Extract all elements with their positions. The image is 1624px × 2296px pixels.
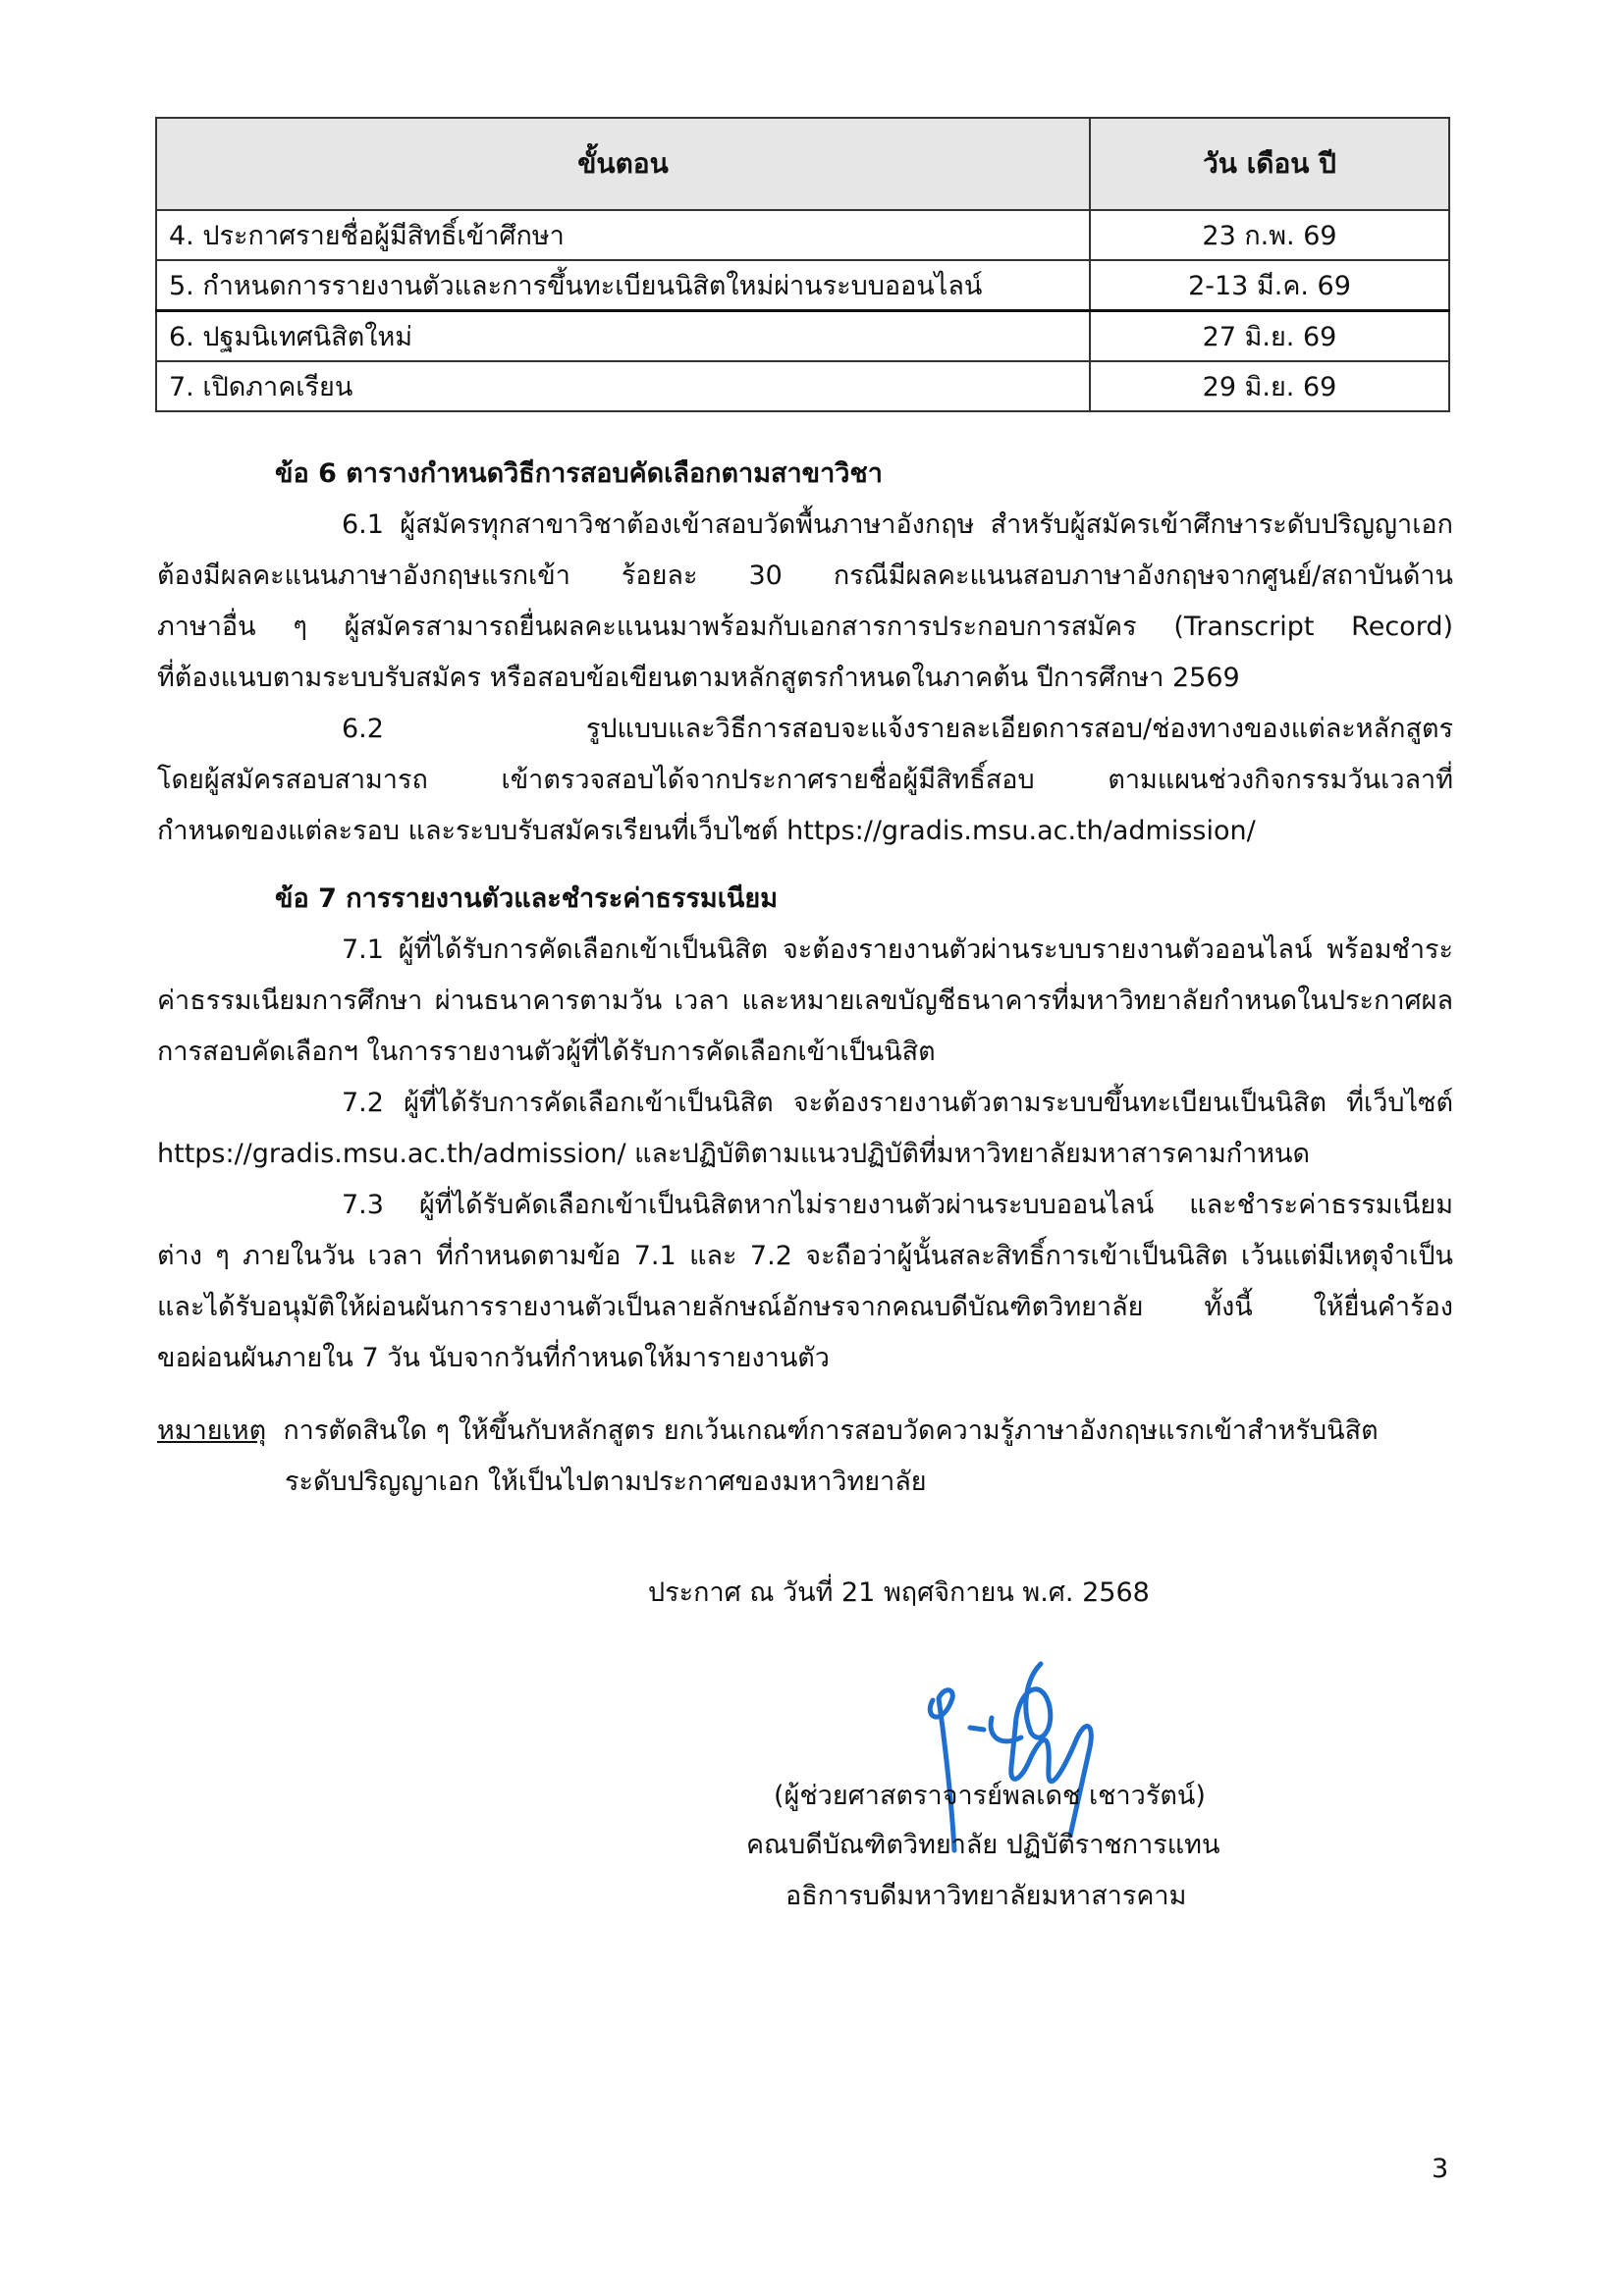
row-date: 23 ก.พ. 69: [1090, 210, 1449, 260]
signer-position-1: คณบดีบัณฑิตวิทยาลัย ปฏิบัติราชการแทน: [746, 1830, 1220, 1860]
note-text: การตัดสินใด ๆ ให้ขึ้นกับหลักสูตร ยกเว้นเกณฑ์การสอบวัดความรู้ภาษาอังกฤษแรกเข้าสำหรับนิสิต: [283, 1415, 1379, 1446]
paragraph-line: ต่าง ๆ ภายในวัน เวลา ที่กำหนดตามข้อ 7.1 และ 7.2 จะถือว่าผู้นั้นสละสิทธิ์การเข้าเป็นนิสิต เว้นแต่มีเหตุจำเป็น: [157, 1241, 1453, 1271]
paragraph-line: 7.2 ผู้ที่ได้รับการคัดเลือกเข้าเป็นนิสิต จะต้องรายงานตัวตามระบบขึ้นทะเบียนเป็นนิสิต ที่เว็บไซต์: [342, 1088, 1453, 1118]
table-row: [156, 210, 1449, 260]
paragraph-line: การสอบคัดเลือกฯ ในการรายงานตัวผู้ที่ได้รับการคัดเลือกเข้าเป็นนิสิต: [157, 1037, 936, 1067]
table-row: [156, 260, 1449, 311]
section-7: [157, 874, 1453, 1384]
row-step: 5. กำหนดการรายงานตัวและการขึ้นทะเบียนนิสิตใหม่ผ่านระบบออนไลน์: [156, 260, 1090, 311]
row-date: 29 มิ.ย. 69: [1090, 361, 1449, 411]
announcement-date: ประกาศ ณ วันที่ 21 พฤศจิกายน พ.ศ. 2568: [648, 1577, 1150, 1608]
paragraph-line: ที่ต้องแนบตามระบบรับสมัคร หรือสอบข้อเขียนตามหลักสูตรกำหนดในภาคต้น ปีการศึกษา 2569: [157, 663, 1240, 693]
note: [157, 1406, 1379, 1508]
section-6-heading: ข้อ 6 ตารางกำหนดวิธีการสอบคัดเลือกตามสาขาวิชา: [275, 458, 883, 489]
row-step: 6. ปฐมนิเทศนิสิตใหม่: [156, 311, 1090, 362]
paragraph-line: 7.1 ผู้ที่ได้รับการคัดเลือกเข้าเป็นนิสิต จะต้องรายงานตัวผ่านระบบรายงานตัวออนไลน์ พร้อมชำระ: [342, 934, 1453, 965]
paragraph-line: https://gradis.msu.ac.th/admission/ และปฏิบัติตามแนวปฏิบัติที่มหาวิทยาลัยมหาสารคามกำหนด: [157, 1139, 1311, 1169]
row-date: 2-13 มี.ค. 69: [1090, 260, 1449, 311]
paragraph-line: กำหนดของแต่ละรอบ และระบบรับสมัครเรียนที่เว็บไซต์ https://gradis.msu.ac.th/admission/: [157, 816, 1256, 846]
paragraph-line: ภาษาอื่น ๆ ผู้สมัครสามารถยื่นผลคะแนนมาพร้อมกับเอกสารการประกอบการสมัคร (Transcript Record): [157, 612, 1453, 642]
note-line-1: [157, 1406, 1379, 1457]
section-6: [157, 449, 1453, 857]
paragraph-line: 7.3 ผู้ที่ได้รับคัดเลือกเข้าเป็นนิสิตหากไม่รายงานตัวผ่านระบบออนไลน์ และชำระค่าธรรมเนียม: [342, 1190, 1453, 1220]
paragraph-line: 6.1 ผู้สมัครทุกสาขาวิชาต้องเข้าสอบวัดพื้นภาษาอังกฤษ สำหรับผู้สมัครเข้าศึกษาระดับปริญญาเอก: [342, 509, 1453, 540]
signer-name: (ผู้ช่วยศาสตราจารย์พลเดช เชาวรัตน์): [774, 1781, 1206, 1811]
note-line-2: ระดับปริญญาเอก ให้เป็นไปตามประกาศของมหาวิทยาลัย: [285, 1467, 927, 1497]
table-row: [156, 361, 1449, 411]
schedule-table: [155, 117, 1450, 412]
signer-position-2: อธิการบดีมหาวิทยาลัยมหาสารคาม: [785, 1881, 1187, 1911]
header-date: วัน เดือน ปี: [1090, 118, 1449, 210]
section-7-heading: ข้อ 7 การรายงานตัวและชำระค่าธรรมเนียม: [275, 883, 778, 914]
row-date: 27 มิ.ย. 69: [1090, 311, 1449, 362]
note-label: หมายเหตุ: [157, 1415, 267, 1446]
paragraph-line: ขอผ่อนผันภายใน 7 วัน นับจากวันที่กำหนดให้มารายงานตัว: [157, 1343, 830, 1373]
header-step: ขั้นตอน: [156, 118, 1090, 210]
table-header-row: [156, 118, 1449, 210]
paragraph-line: และได้รับอนุมัติให้ผ่อนผันการรายงานตัวเป็นลายลักษณ์อักษรจากคณบดีบัณฑิตวิทยาลัย ทั้งนี้ ให้ยื่นคำร้อง: [157, 1292, 1453, 1322]
paragraph-line: โดยผู้สมัครสอบสามารถ เข้าตรวจสอบได้จากประกาศรายชื่อผู้มีสิทธิ์สอบ ตามแผนช่วงกิจกรรมวันเวลาที่: [157, 765, 1453, 795]
row-step: 7. เปิดภาคเรียน: [156, 361, 1090, 411]
row-step: 4. ประกาศรายชื่อผู้มีสิทธิ์เข้าศึกษา: [156, 210, 1090, 260]
paragraph-line: 6.2 รูปแบบและวิธีการสอบจะแจ้งรายละเอียดการสอบ/ช่องทางของแต่ละหลักสูตร: [342, 714, 1453, 744]
paragraph-line: ค่าธรรมเนียมการศึกษา ผ่านธนาคารตามวัน เวลา และหมายเลขบัญชีธนาคารที่มหาวิทยาลัยกำหนดในประกาศผล: [157, 986, 1453, 1016]
table-row: [156, 311, 1449, 362]
paragraph-line: ต้องมีผลคะแนนภาษาอังกฤษแรกเข้า ร้อยละ 30 กรณีมีผลคะแนนสอบภาษาอังกฤษจากศูนย์/สถาบันด้าน: [157, 561, 1453, 591]
page-number: 3: [1432, 2154, 1449, 2184]
